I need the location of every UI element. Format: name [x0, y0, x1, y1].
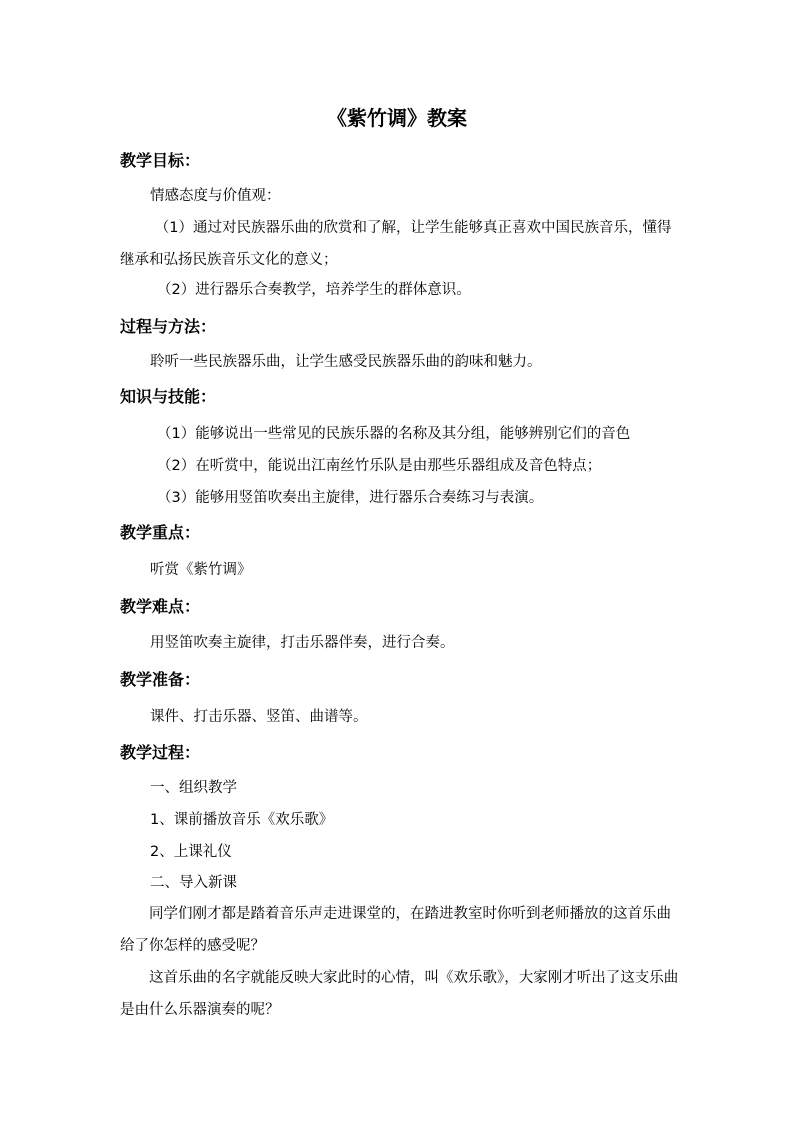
goals-item-1: （1）通过对民族器乐曲的欣赏和了解，让学生能够真正喜欢中国民族音乐，懂得继承和弘扬民族音乐文化的意义； [120, 220, 672, 268]
procedure-step-1-1: 1、课前播放音乐《欢乐歌》 [150, 812, 334, 828]
difficulty-text: 用竖笛吹奏主旋律，打击乐器伴奏，进行合奏。 [150, 635, 455, 651]
procedure-heading: 教学过程： [120, 743, 201, 762]
difficulty-heading: 教学难点： [120, 597, 201, 616]
knowledge-item-3: （3）能够用竖笛吹奏出主旋律，进行器乐合奏练习与表演。 [157, 490, 544, 506]
procedure-step-1: 一、组织教学 [150, 780, 237, 796]
goals-subheading: 情感态度与价值观： [150, 188, 281, 204]
goals-heading: 教学目标： [120, 151, 201, 170]
key-point-heading: 教学重点： [120, 523, 201, 542]
preparation-text: 课件、打击乐器、竖笛、曲谱等。 [150, 709, 368, 725]
process-method-heading: 过程与方法： [120, 317, 217, 336]
process-method-text: 聆听一些民族器乐曲，让学生感受民族器乐曲的韵味和魅力。 [150, 354, 542, 370]
procedure-step-2: 二、导入新课 [150, 875, 237, 891]
knowledge-heading: 知识与技能： [120, 387, 217, 406]
procedure-paragraph-1: 同学们刚才都是踏着音乐声走进课堂的，在踏进教室时你听到老师播放的这首乐曲给了你怎样的感受呢？ [120, 906, 671, 954]
goals-item-2: （2）进行器乐合奏教学，培养学生的群体意识。 [157, 282, 471, 298]
knowledge-item-2: （2）在听赏中，能说出江南丝竹乐队是由那些乐器组成及音色特点； [157, 458, 602, 474]
key-point-text: 听赏《紫竹调》 [150, 562, 252, 578]
procedure-step-1-2: 2、上课礼仪 [150, 844, 232, 860]
knowledge-item-1: （1）能够说出一些常见的民族乐器的名称及其分组，能够辨别它们的音色 [157, 426, 631, 442]
document-title: 《紫竹调》教案 [327, 106, 467, 130]
preparation-heading: 教学准备： [120, 670, 201, 689]
procedure-paragraph-2: 这首乐曲的名字就能反映大家此时的心情，叫《欢乐歌》，大家刚才听出了这支乐曲是由什么乐器演奏的呢？ [120, 970, 679, 1018]
